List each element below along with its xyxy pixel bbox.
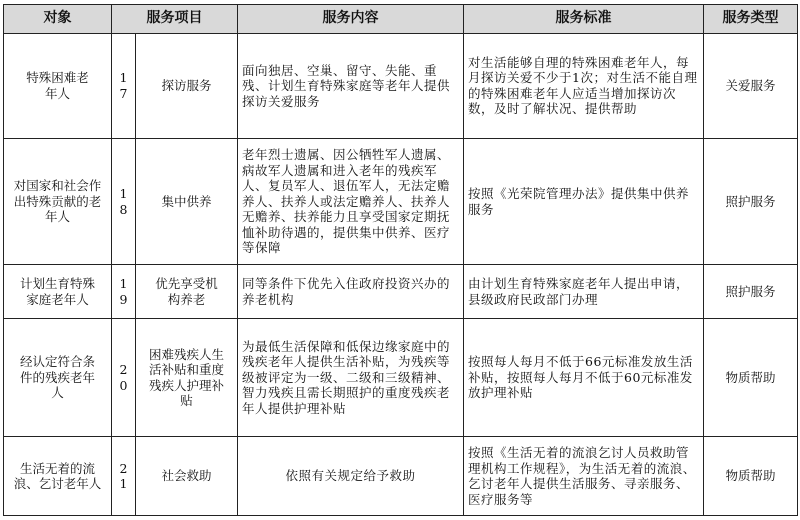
object-cell: 计划生育特殊家庭老年人 xyxy=(4,265,112,318)
header-object: 对象 xyxy=(4,5,112,34)
content-cell: 同等条件下优先入住政府投资兴办的养老机构 xyxy=(238,265,464,318)
standard-cell: 按照《光荣院管理办法》提供集中供养服务 xyxy=(464,138,704,265)
content-cell: 依照有关规定给予救助 xyxy=(238,437,464,516)
number-cell: 20 xyxy=(112,318,136,437)
table-row xyxy=(4,318,798,437)
number-cell: 18 xyxy=(112,138,136,265)
object-cell: 对国家和社会作出特殊贡献的老年人 xyxy=(4,138,112,265)
item-cell: 社会救助 xyxy=(136,437,238,516)
table-row xyxy=(4,138,798,265)
number-cell: 17 xyxy=(112,34,136,139)
object-cell: 特殊困难老年人 xyxy=(4,34,112,139)
header-content: 服务内容 xyxy=(238,5,464,34)
header-type: 服务类型 xyxy=(704,5,798,34)
type-cell: 照护服务 xyxy=(704,138,798,265)
type-cell: 物质帮助 xyxy=(704,437,798,516)
content-cell: 面向独居、空巢、留守、失能、重残、计划生育特殊家庭等老年人提供探访关爱服务 xyxy=(238,34,464,139)
table-row xyxy=(4,34,798,139)
standard-cell: 对生活能够自理的特殊困难老年人，每月探访关爱不少于1次；对生活不能自理的特殊困难老年人应适当增加探访次数，及时了解状况、提供帮助 xyxy=(464,34,704,139)
object-cell: 生活无着的流浪、乞讨老年人 xyxy=(4,437,112,516)
number-cell: 21 xyxy=(112,437,136,516)
table-row xyxy=(4,437,798,516)
type-cell: 照护服务 xyxy=(704,265,798,318)
item-cell: 探访服务 xyxy=(136,34,238,139)
content-cell: 为最低生活保障和低保边缘家庭中的残疾老年人提供生活补贴，为残疾等级被评定为一级、二级和三级精神、智力残疾且需长期照护的重度残疾老年人提供护理补贴 xyxy=(238,318,464,437)
header-row xyxy=(4,5,798,34)
standard-cell: 由计划生育特殊家庭老年人提出申请，县级政府民政部门办理 xyxy=(464,265,704,318)
header-item: 服务项目 xyxy=(112,5,238,34)
item-cell: 困难残疾人生活补贴和重度残疾人护理补贴 xyxy=(136,318,238,437)
standard-cell: 按照每人每月不低于66元标准发放生活补贴，按照每人每月不低于60元标准发放护理补贴 xyxy=(464,318,704,437)
number-cell: 19 xyxy=(112,265,136,318)
item-cell: 集中供养 xyxy=(136,138,238,265)
service-table xyxy=(3,4,798,516)
standard-cell: 按照《生活无着的流浪乞讨人员救助管理机构工作规程》，为生活无着的流浪、乞讨老年人提供生活服务、寻亲服务、医疗服务等 xyxy=(464,437,704,516)
object-cell: 经认定符合条件的残疾老年人 xyxy=(4,318,112,437)
table-row xyxy=(4,265,798,318)
header-standard: 服务标准 xyxy=(464,5,704,34)
item-cell: 优先享受机构养老 xyxy=(136,265,238,318)
type-cell: 物质帮助 xyxy=(704,318,798,437)
type-cell: 关爱服务 xyxy=(704,34,798,139)
content-cell: 老年烈士遗属、因公牺牲军人遗属、病故军人遗属和进入老年的残疾军人、复员军人、退伍军人，无法定赡养人、扶养人或法定赡养人、扶养人无赡养、扶养能力且享受国家定期抚恤补助待遇的，提供集中供养、医疗等保障 xyxy=(238,138,464,265)
